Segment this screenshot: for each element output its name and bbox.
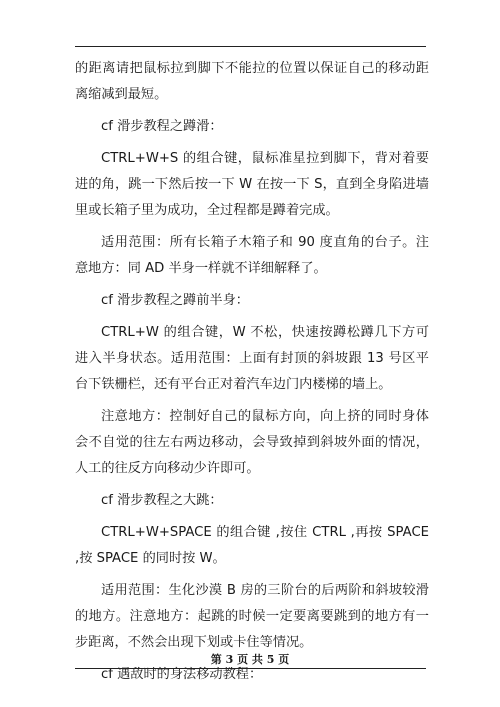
paragraph-big-jump-scope: 适用范围：生化沙漠 B 房的三阶台的后两阶和斜坡较滑的地方。注意地方：起跳的时候一定要离要跳到的地方有一步距离，不然会出现下划或卡住等情况。 [75,583,429,650]
paragraph-crouch-front-half-keys: CTRL+W 的组合键，W 不松，快速按蹲松蹲几下方可进入半身状态。适用范围：上面有封顶的斜坡跟 13 号区平台下铁栅栏，还有平台正对着汽车边门内楼梯的墙上。 [75,325,429,392]
paragraph-crouch-front-half-notes: 注意地方：控制好自己的鼠标方向，向上挤的同时身体会不自觉的往左右两边移动，会导致掉到斜坡外面的情况，人工的往反方向移动少许即可。 [75,409,429,476]
paragraph-continuation: 的距离请把鼠标拉到脚下不能拉的位置以保证自己的移动距离缩减到最短。 [75,61,429,102]
footer-rule [75,668,426,669]
paragraph-big-jump-keys: CTRL+W+SPACE 的组合键 ,按住 CTRL ,再按 SPACE ,按 SPACE 的同时按 W。 [75,525,429,566]
page-number: 第 3 页 共 5 页 [210,653,290,666]
section-heading-crouch-slide: cf 滑步教程之蹲滑： [101,119,223,134]
document-body [75,56,429,694]
header-rule [75,46,426,47]
paragraph-crouch-slide-scope: 适用范围：所有长箱子木箱子和 90 度直角的台子。注意地方：同 AD 半身一样就不详细解释了。 [75,235,429,276]
section-heading-enemy-movement: cf 遇敌时的身法移动教程： [101,667,263,682]
section-heading-crouch-front-half: cf 滑步教程之蹲前半身： [101,293,249,308]
paragraph-crouch-slide-keys: CTRL+W+S 的组合键，鼠标准星拉到脚下，背对着要进的角，跳一下然后按一下 W 在按一下 S，直到全身陷进墙里或长箱子里为成功，全过程都是蹲着完成。 [75,151,429,218]
section-heading-big-jump: cf 滑步教程之大跳： [101,493,223,508]
